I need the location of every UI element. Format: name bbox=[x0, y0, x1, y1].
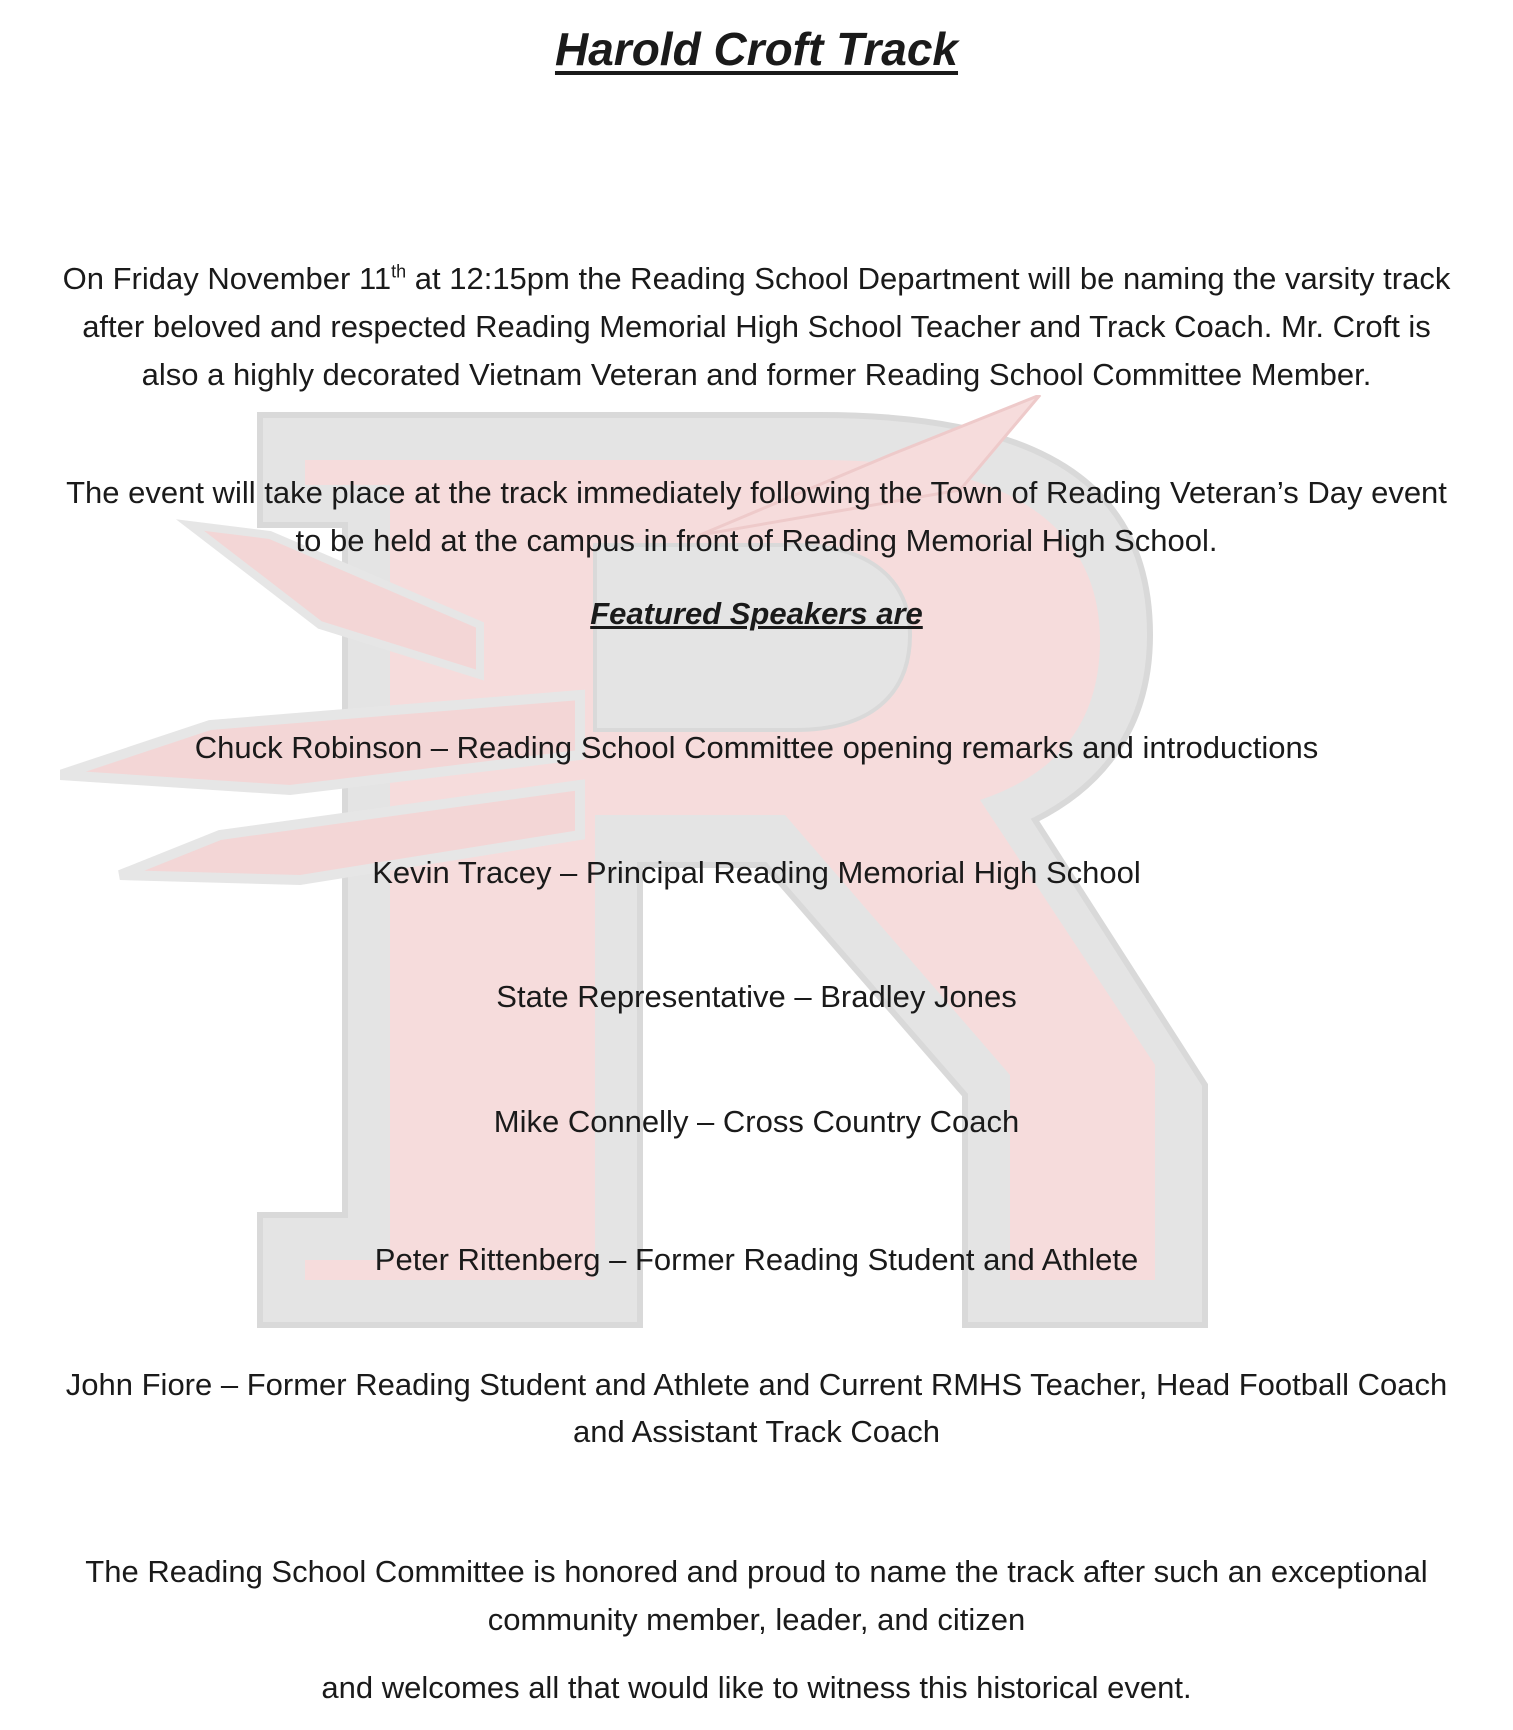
speaker-item: State Representative – Bradley Jones bbox=[496, 979, 1017, 1014]
event-location-paragraph: The event will take place at the track immediately following the Town of Reading Veteran’s Day event to be held at the campus in front of Reading Memorial High School. bbox=[66, 475, 1447, 558]
intro-superscript: th bbox=[391, 261, 407, 282]
intro-paragraph bbox=[60, 255, 1453, 399]
speaker-item: Kevin Tracey – Principal Reading Memorial High School bbox=[372, 855, 1141, 890]
speaker-item: Chuck Robinson – Reading School Committee opening remarks and introductions bbox=[194, 730, 1319, 765]
speaker-item: John Fiore – Former Reading Student and Athlete and Current RMHS Teacher, Head Football Coach and Assistant Track Coach bbox=[65, 1367, 1448, 1449]
speakers-heading: Featured Speakers are bbox=[590, 596, 923, 631]
closing-welcome: and welcomes all that would like to witness this historical event. bbox=[321, 1670, 1192, 1705]
closing-paragraph: The Reading School Committee is honored and proud to name the track after such an exceptional community member, leader, and citizen bbox=[85, 1554, 1428, 1637]
speaker-item: Peter Rittenberg – Former Reading Student and Athlete bbox=[374, 1242, 1139, 1277]
speaker-item: Mike Connelly – Cross Country Coach bbox=[493, 1104, 1020, 1139]
intro-text-rest: at 12:15pm the Reading School Department will be naming the varsity track after beloved and respected Reading Memorial High School Teacher and Track Coach. Mr. Croft is also a highly decorated Vietnam Veteran and former Reading School Committee Member. bbox=[82, 261, 1451, 392]
intro-text-start: On Friday November 11 bbox=[62, 261, 392, 296]
document-title: Harold Croft Track bbox=[554, 23, 959, 75]
